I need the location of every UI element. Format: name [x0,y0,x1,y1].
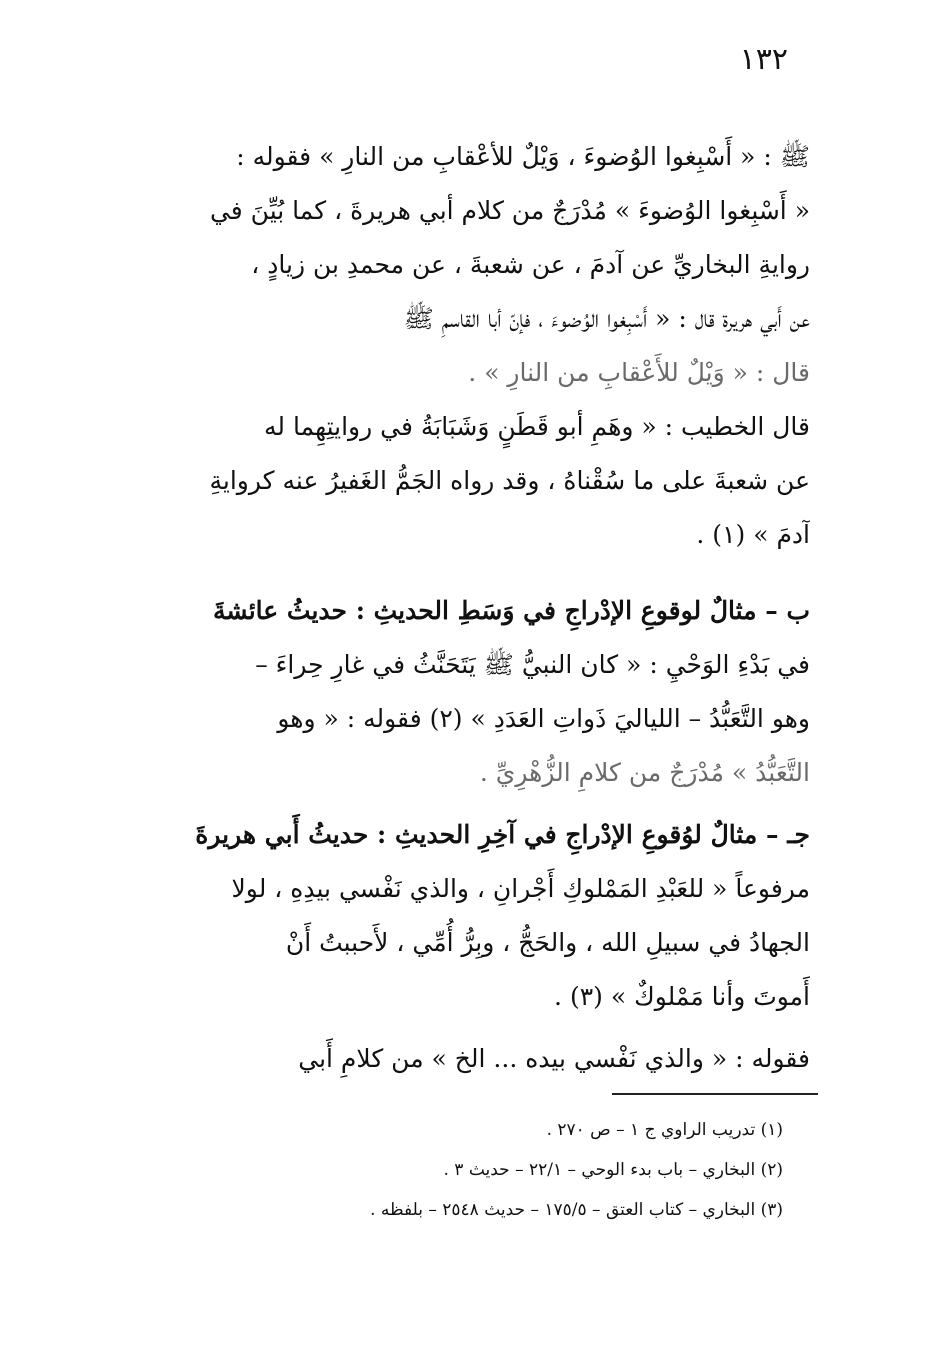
text-line: التَّعَبُّدُ » مُدْرَجٌ من كلامِ الزُّهْرِيِّ . [479,758,810,787]
section-heading-jim: جـ – مثالٌ لوُقوعِ الإدْراجِ في آخِرِ الحديثِ : حديثُ أَبي هريرةَ [195,820,810,849]
footnote-3: (٣) البخاري – كتاب العتق – ١٧٥/٥ – حديث ٢٥٤٨ – بلفظه . [370,1200,783,1220]
text-line: عن أَبي هريرة قال : « أَسْبِغوا الوُضوءَ ، فإنّ أبا القاسمِ ﷺ [403,304,810,333]
text-line: مرفوعاً « للعَبْدِ المَمْلوكِ أَجْرانِ ، والذي نَفْسي بيدِهِ ، لولا [231,874,810,903]
page-number: ١٣٢ [739,42,788,77]
text-line: الجهادُ في سبيلِ الله ، والحَجُّ ، وبِرُّ أُمِّي ، لأَحببتُ أَنْ [285,928,810,957]
footnote-2: (٢) البخاري – باب بدء الوحي – ٢٢/١ – حديث ٣ . [443,1160,783,1180]
text-line: قال الخطيب : « وهَمِ أبو قَطَنٍ وَشَبَابَةُ في روايتِهِما له [264,412,810,441]
text-line: ﷺ : « أَسْبِغوا الوُضوءَ ، وَيْلٌ للأعْقابِ من النارِ » فقوله : [236,142,810,171]
text-line: أَموتَ وأنا مَمْلوكٌ » (٣) . [554,982,810,1011]
text-line: قال : « وَيْلٌ للأَعْقابِ من النارِ » . [468,358,810,387]
footnote-1: (١) تدريب الراوي ج ١ – ص ٢٧٠ . [546,1120,783,1140]
text-line: فقوله : « والذي نَفْسي بيده ... الخ » من كلامِ أَبي [298,1044,810,1073]
text-line: وهو التَّعَبُّدُ – اللياليَ ذَواتِ العَدَدِ » (٢) فقوله : « وهو [277,704,810,733]
text-line: آدمَ » (١) . [696,520,810,549]
text-line: « أَسْبِغوا الوُضوءَ » مُدْرَجٌ من كلام أبي هريرةَ ، كما بُيِّنَ في [209,196,810,225]
main-text [110,130,810,1086]
text-line: عن شعبةَ على ما سُقْناهُ ، وقد رواه الجَمُّ الغَفيرُ عنه كروايةِ [209,466,810,495]
section-heading-b: ب – مثالٌ لوقوعِ الإدْراجِ في وَسَطِ الحديثِ : حديثُ عائشةَ [213,596,810,625]
footnote-divider [612,1093,818,1095]
footnotes [200,1110,783,1230]
text-line: روايةِ البخاريِّ عن آدمَ ، عن شعبةَ ، عن محمدِ بن زيادٍ ، [251,250,810,279]
text-line: في بَدْءِ الوَحْيِ : « كان النبيُّ ﷺ يَتَحَنَّثُ في غارِ حِراءَ – [255,650,810,679]
